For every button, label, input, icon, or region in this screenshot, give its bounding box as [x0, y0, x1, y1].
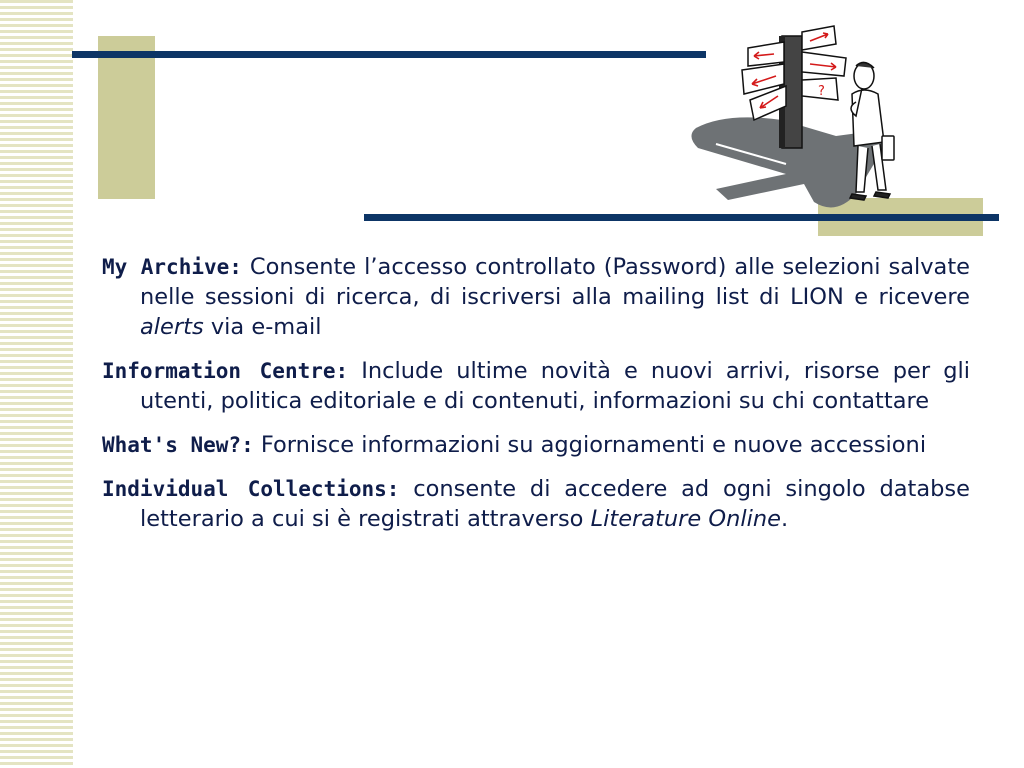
decorative-line-top: [72, 51, 706, 58]
item-text: consente di accedere ad ogni singolo databse letterario a cui si è registrati attraverso: [140, 476, 970, 532]
item-term: Information Centre:: [102, 359, 349, 383]
item-text: Consente l’accesso controllato (Password) alle selezioni salvate nelle sessioni di ricerca, di iscriversi alla mailing list di LION e ricevere: [140, 254, 970, 310]
item-text: Fornisce informazioni su aggiornamenti e nuove accessioni: [253, 432, 927, 458]
list-item-individual-collections: [102, 474, 970, 534]
thinking-man: [850, 62, 894, 200]
decorative-tan-block-top: [98, 36, 155, 199]
item-term: Individual Collections:: [102, 477, 400, 501]
slide-body: [102, 252, 970, 548]
item-text-end: .: [781, 506, 789, 532]
item-text-end: via e-mail: [203, 314, 322, 340]
item-emphasis: Literature Online: [590, 506, 781, 532]
list-item-information-centre: [102, 356, 970, 416]
list-item-whats-new: [102, 430, 970, 460]
decorative-line-bottom: [364, 214, 999, 221]
item-term: My Archive:: [102, 255, 242, 279]
item-emphasis: alerts: [140, 314, 204, 340]
list-item-my-archive: [102, 252, 970, 342]
decorative-stripes: [0, 0, 73, 768]
signpost-man-icon: [686, 24, 908, 214]
question-mark-text: ?: [818, 84, 825, 99]
item-term: What's New?:: [102, 433, 254, 457]
item-text: Include ultime novità e nuovi arrivi, risorse per gli utenti, politica editoriale e di contenuti, informazioni su chi contattare: [140, 358, 970, 414]
